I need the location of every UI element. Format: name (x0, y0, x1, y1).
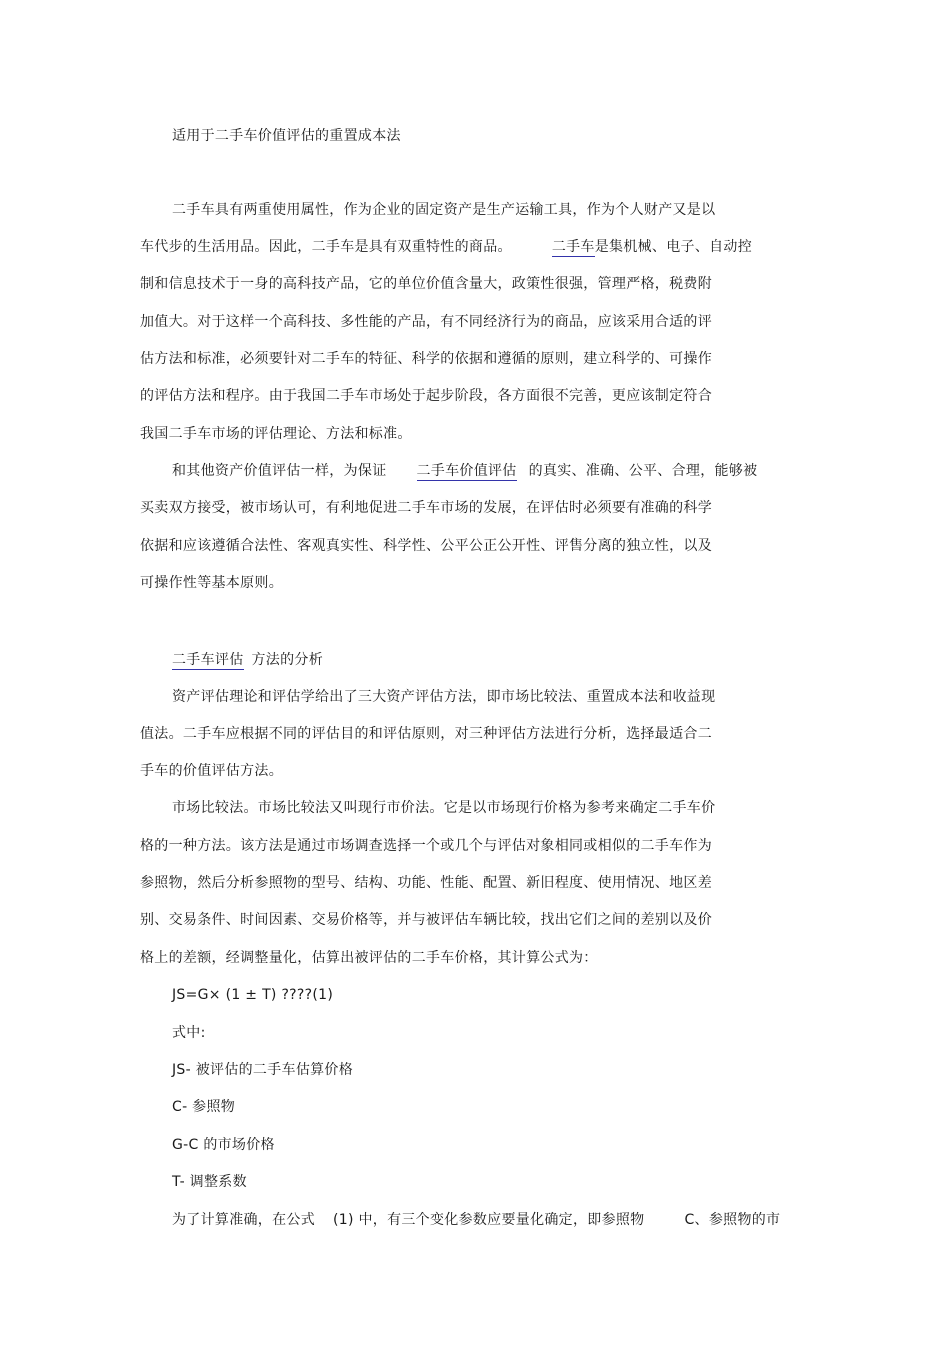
def-gc: G-C 的市场价格 (172, 1137, 275, 1153)
last-line (172, 1210, 780, 1230)
p4-line-2: 格的一种方法。该方法是通过市场调查选择一个或几个与评估对象相同或相似的二手车作为 (140, 838, 712, 854)
def-c: C- 参照物 (172, 1099, 236, 1115)
last-text-c: C、参照物的市 (684, 1212, 781, 1228)
link-ershouche-jiazhi-pinggu[interactable]: 二手车价值评估 (416, 463, 517, 479)
p1-text-a: 车代步的生活用品。因此，二手车是具有双重特性的商品。 (140, 239, 512, 255)
p1-line-4: 加值大。对于这样一个高科技、多性能的产品，有不同经济行为的商品，应该采用合适的评 (140, 314, 712, 330)
p3-line-1: 资产评估理论和评估学给出了三大资产评估方法，即市场比较法、重置成本法和收益现 (172, 689, 716, 705)
p2-text-a: 和其他资产价值评估一样，为保证 (172, 463, 387, 479)
p2-line-2: 买卖双方接受，被市场认可，有利地促进二手车市场的发展，在评估时必须要有准确的科学 (140, 500, 712, 516)
section-heading-rest: 方法的分析 (251, 652, 323, 668)
link-ershouche[interactable]: 二手车 (551, 239, 595, 255)
p2-line-4: 可操作性等基本原则。 (140, 575, 283, 591)
p4-line-3: 参照物，然后分析参照物的型号、结构、功能、性能、配置、新旧程度、使用情况、地区差 (140, 875, 712, 891)
p2-line-1 (172, 461, 757, 481)
p4-line-4: 别、交易条件、时间因素、交易价格等，并与被评估车辆比较，找出它们之间的差别以及价 (140, 912, 712, 928)
p1-line-3: 制和信息技术于一身的高科技产品，它的单位价值含量大，政策性很强，管理严格，税费附 (140, 276, 712, 292)
p1-line-2 (140, 237, 752, 257)
formula: JS=G× (1 ± T) ????(1) (172, 987, 334, 1003)
p3-line-2: 值法。二手车应根据不同的评估目的和评估原则，对三种评估方法进行分析，选择最适合二 (140, 726, 712, 742)
p3-line-3: 手车的价值评估方法。 (140, 763, 283, 779)
last-text-a: 为了计算准确，在公式 (172, 1212, 315, 1228)
where-label: 式中: (172, 1025, 206, 1041)
last-text-b: (1) 中，有三个变化参数应要量化确定，即参照物 (333, 1212, 645, 1228)
p4-line-1: 市场比较法。市场比较法又叫现行市价法。它是以市场现行价格为参考来确定二手车价 (172, 800, 716, 816)
p4-line-5: 格上的差额，经调整量化，估算出被评估的二手车价格，其计算公式为： (140, 950, 598, 966)
p1-line-1: 二手车具有两重使用属性，作为企业的固定资产是生产运输工具，作为个人财产又是以 (172, 202, 716, 218)
section-heading (172, 650, 323, 670)
p1-line-6: 的评估方法和程序。由于我国二手车市场处于起步阶段，各方面很不完善，更应该制定符合 (140, 388, 712, 404)
doc-title: 适用于二手车价值评估的重置成本法 (172, 128, 401, 144)
link-ershouche-pinggu[interactable]: 二手车评估 (172, 652, 244, 668)
def-js: JS- 被评估的二手车估算价格 (172, 1062, 354, 1078)
p1-line-7: 我国二手车市场的评估理论、方法和标准。 (140, 426, 412, 442)
p1-line-5: 估方法和标准，必须要针对二手车的特征、科学的依据和遵循的原则，建立科学的、可操作 (140, 351, 712, 367)
p2-text-b: 的真实、准确、公平、合理，能够被 (528, 463, 758, 479)
p2-line-3: 依据和应该遵循合法性、客观真实性、科学性、公平公正公开性、评售分离的独立性，以及 (140, 538, 712, 554)
p1-text-b: 是集机械、电子、自动控 (594, 239, 753, 255)
def-t: T- 调整系数 (172, 1174, 247, 1190)
